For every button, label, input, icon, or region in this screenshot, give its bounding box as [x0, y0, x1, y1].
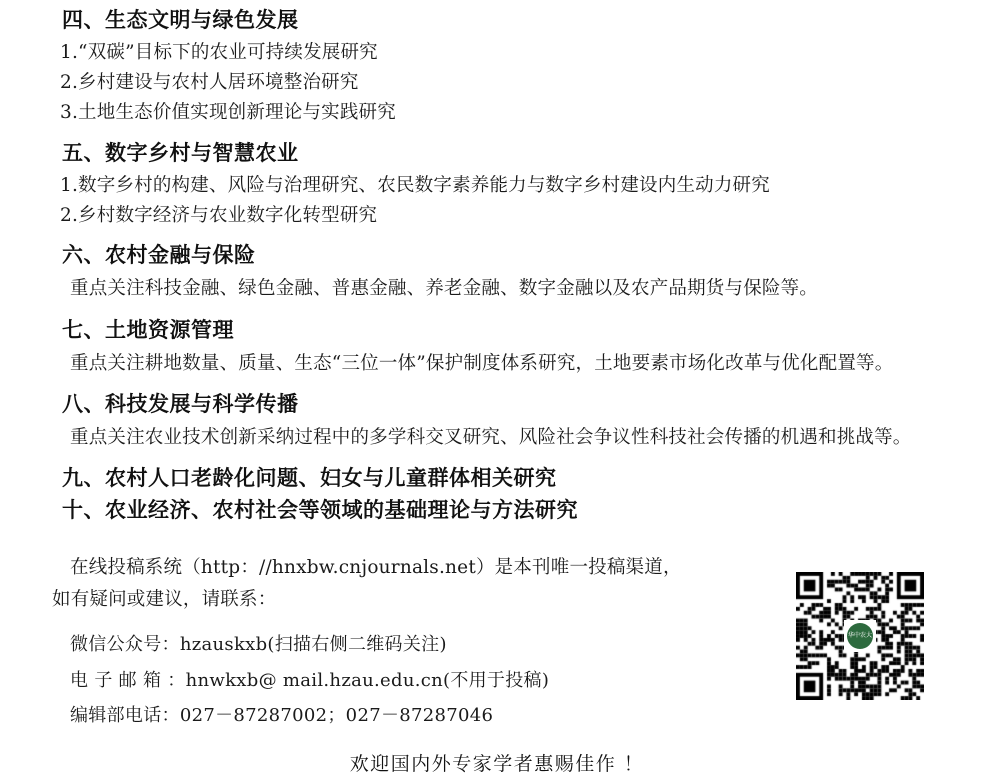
- section-4: [52, 6, 972, 128]
- phone-value: 027－87287002；027－87287046: [179, 704, 494, 726]
- section-6: [52, 241, 972, 304]
- welcome-footer: 欢迎国内外专家学者惠赐佳作 ！: [349, 752, 645, 775]
- section-paragraph: 重点关注农业技术创新采纳过程中的多学科交叉研究、风险社会争议性科技社会传播的机遇和挑战等。: [70, 426, 912, 448]
- qr-code-logo: 华中农大: [847, 623, 873, 649]
- email-label: 电 子 邮 箱 ：: [70, 669, 186, 691]
- section-heading: 十、农业经济、农村社会等领域的基础理论与方法研究: [62, 498, 578, 523]
- section-8: [52, 390, 972, 453]
- section-paragraph: 重点关注科技金融、绿色金融、普惠金融、养老金融、数字金融以及农产品期货与保险等。: [70, 278, 819, 300]
- wechat-value: hzauskxb(扫描右侧二维码关注): [179, 634, 447, 656]
- section-item: 3.土地生态价值实现创新理论与实践研究: [60, 101, 396, 123]
- submission-system-line: 在线投稿系统（http：//hnxbw.cnjournals.net）是本刊唯一投稿渠道，: [70, 556, 682, 578]
- section-heading: 六、农村金融与保险: [62, 243, 256, 268]
- section-item: 2.乡村数字经济与农业数字化转型研究: [60, 204, 378, 226]
- qr-code: [796, 572, 924, 700]
- section-heading: 九、农村人口老龄化问题、妇女与儿童群体相关研究: [62, 466, 557, 491]
- contact-prompt-line: 如有疑问或建议，请联系：: [52, 588, 277, 610]
- section-5: [52, 139, 972, 231]
- section-heading: 四、生态文明与绿色发展: [62, 8, 299, 32]
- section-heading: 八、科技发展与科学传播: [62, 391, 299, 416]
- section-10: [52, 496, 972, 526]
- section-item: 1.“双碳”目标下的农业可持续发展研究: [60, 41, 378, 63]
- section-item: 1.数字乡村的构建、风险与治理研究、农民数字素养能力与数字乡村建设内生动力研究: [60, 174, 770, 196]
- email-value: hnwkxb@ mail.hzau.edu.cn(不用于投稿): [185, 669, 550, 691]
- section-item: 2.乡村建设与农村人居环境整治研究: [60, 71, 359, 93]
- phone-label: 编辑部电话：: [70, 704, 180, 726]
- contact-row-phone: [70, 698, 972, 733]
- wechat-label: 微信公众号：: [70, 634, 180, 656]
- section-9: [52, 464, 972, 494]
- section-paragraph: 重点关注耕地数量、质量、生态“三位一体”保护制度体系研究，土地要素市场化改革与优化配置等。: [70, 352, 894, 374]
- qr-code-logo-holder: [844, 620, 876, 652]
- section-7: [52, 316, 972, 379]
- section-heading: 五、数字乡村与智慧农业: [62, 140, 299, 165]
- section-heading: 七、土地资源管理: [62, 317, 234, 342]
